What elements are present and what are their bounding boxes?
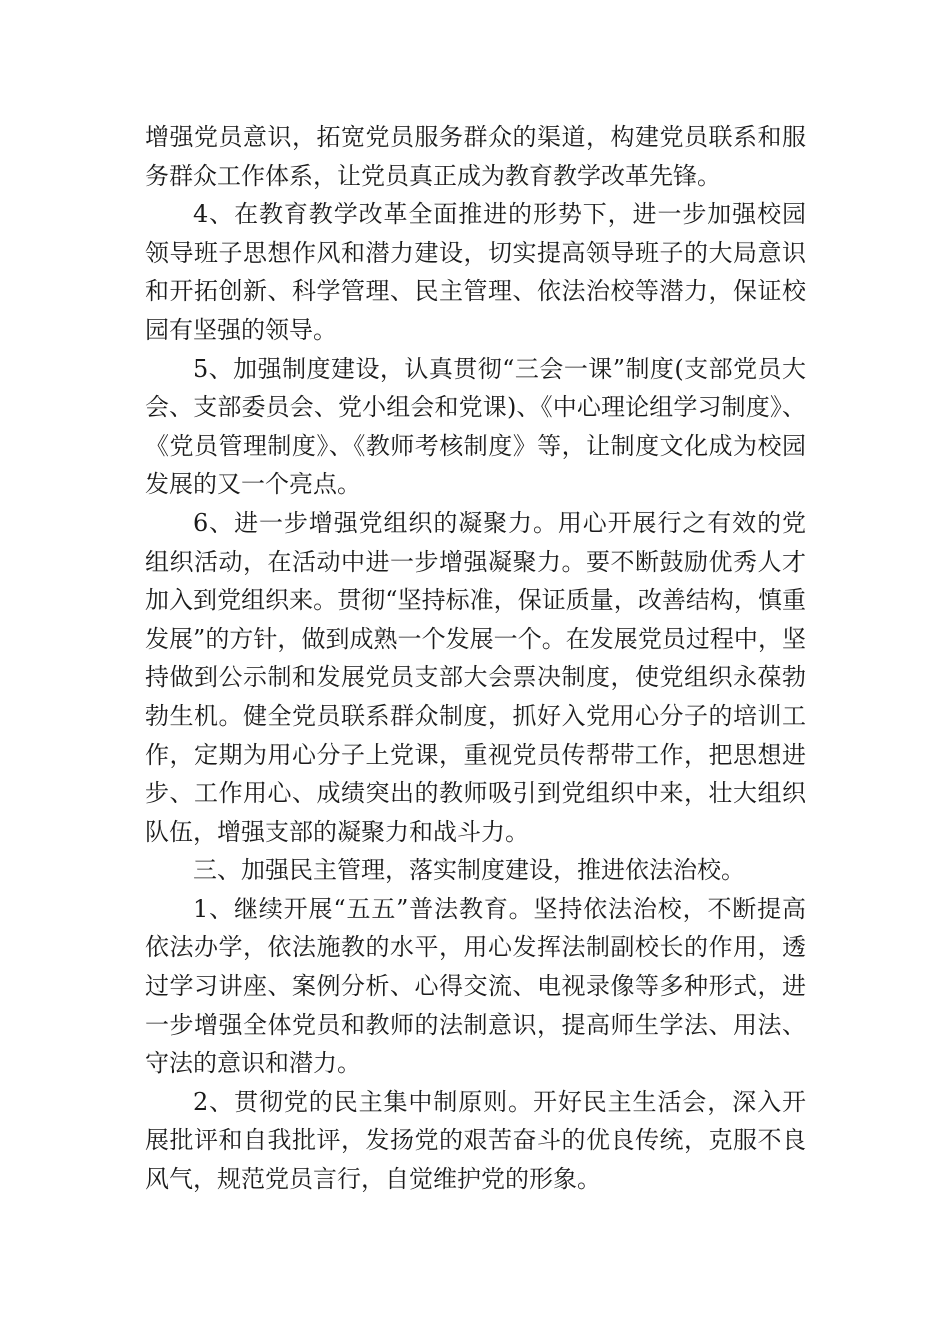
paragraph-item-6: 6、进一步增强党组织的凝聚力。用心开展行之有效的党组织活动，在活动中进一步增强凝聚力。要不断鼓励优秀人才加入到党组织来。贯彻“坚持标准，保证质量，改善结构，慎重发展”的方针，做到成熟一个发展一个。在发展党员过程中，坚持做到公示制和发展党员支部大会票决制度，使党组织永葆勃勃生机。健全党员联系群众制度，抓好入党用心分子的培训工作，定期为用心分子上党课，重视党员传帮带工作，把思想进步、工作用心、成绩突出的教师吸引到党组织中来，壮大组织队伍，增强支部的凝聚力和战斗力。 [145, 508, 806, 846]
document-page [145, 118, 806, 1199]
paragraph-item-2: 2、贯彻党的民主集中制原则。开好民主生活会，深入开展批评和自我批评，发扬党的艰苦奋斗的优良传统，克服不良风气，规范党员言行，自觉维护党的形象。 [145, 1087, 806, 1194]
section-heading-3: 三、加强民主管理，落实制度建设，推进依法治校。 [193, 856, 745, 885]
paragraph-item-5: 5、加强制度建设，认真贯彻“三会一课”制度(支部党员大会、支部委员会、党小组会和党课)、《中心理论组学习制度》、《党员管理制度》、《教师考核制度》等，让制度文化成为校园发展的又一个亮点。 [145, 354, 806, 499]
paragraph-item-1: 1、继续开展“五五”普法教育。坚持依法治校，不断提高依法办学，依法施教的水平，用心发挥法制副校长的作用，透过学习讲座、案例分析、心得交流、电视录像等多种形式，进一步增强全体党员和教师的法制意识，提高师生学法、用法、守法的意识和潜力。 [145, 894, 806, 1078]
paragraph-continuation: 增强党员意识，拓宽党员服务群众的渠道，构建党员联系和服务群众工作体系，让党员真正成为教育教学改革先锋。 [145, 123, 806, 190]
paragraph-item-4: 4、在教育教学改革全面推进的形势下，进一步加强校园领导班子思想作风和潜力建设，切实提高领导班子的大局意识和开拓创新、科学管理、民主管理、依法治校等潜力，保证校园有坚强的领导。 [145, 200, 806, 344]
